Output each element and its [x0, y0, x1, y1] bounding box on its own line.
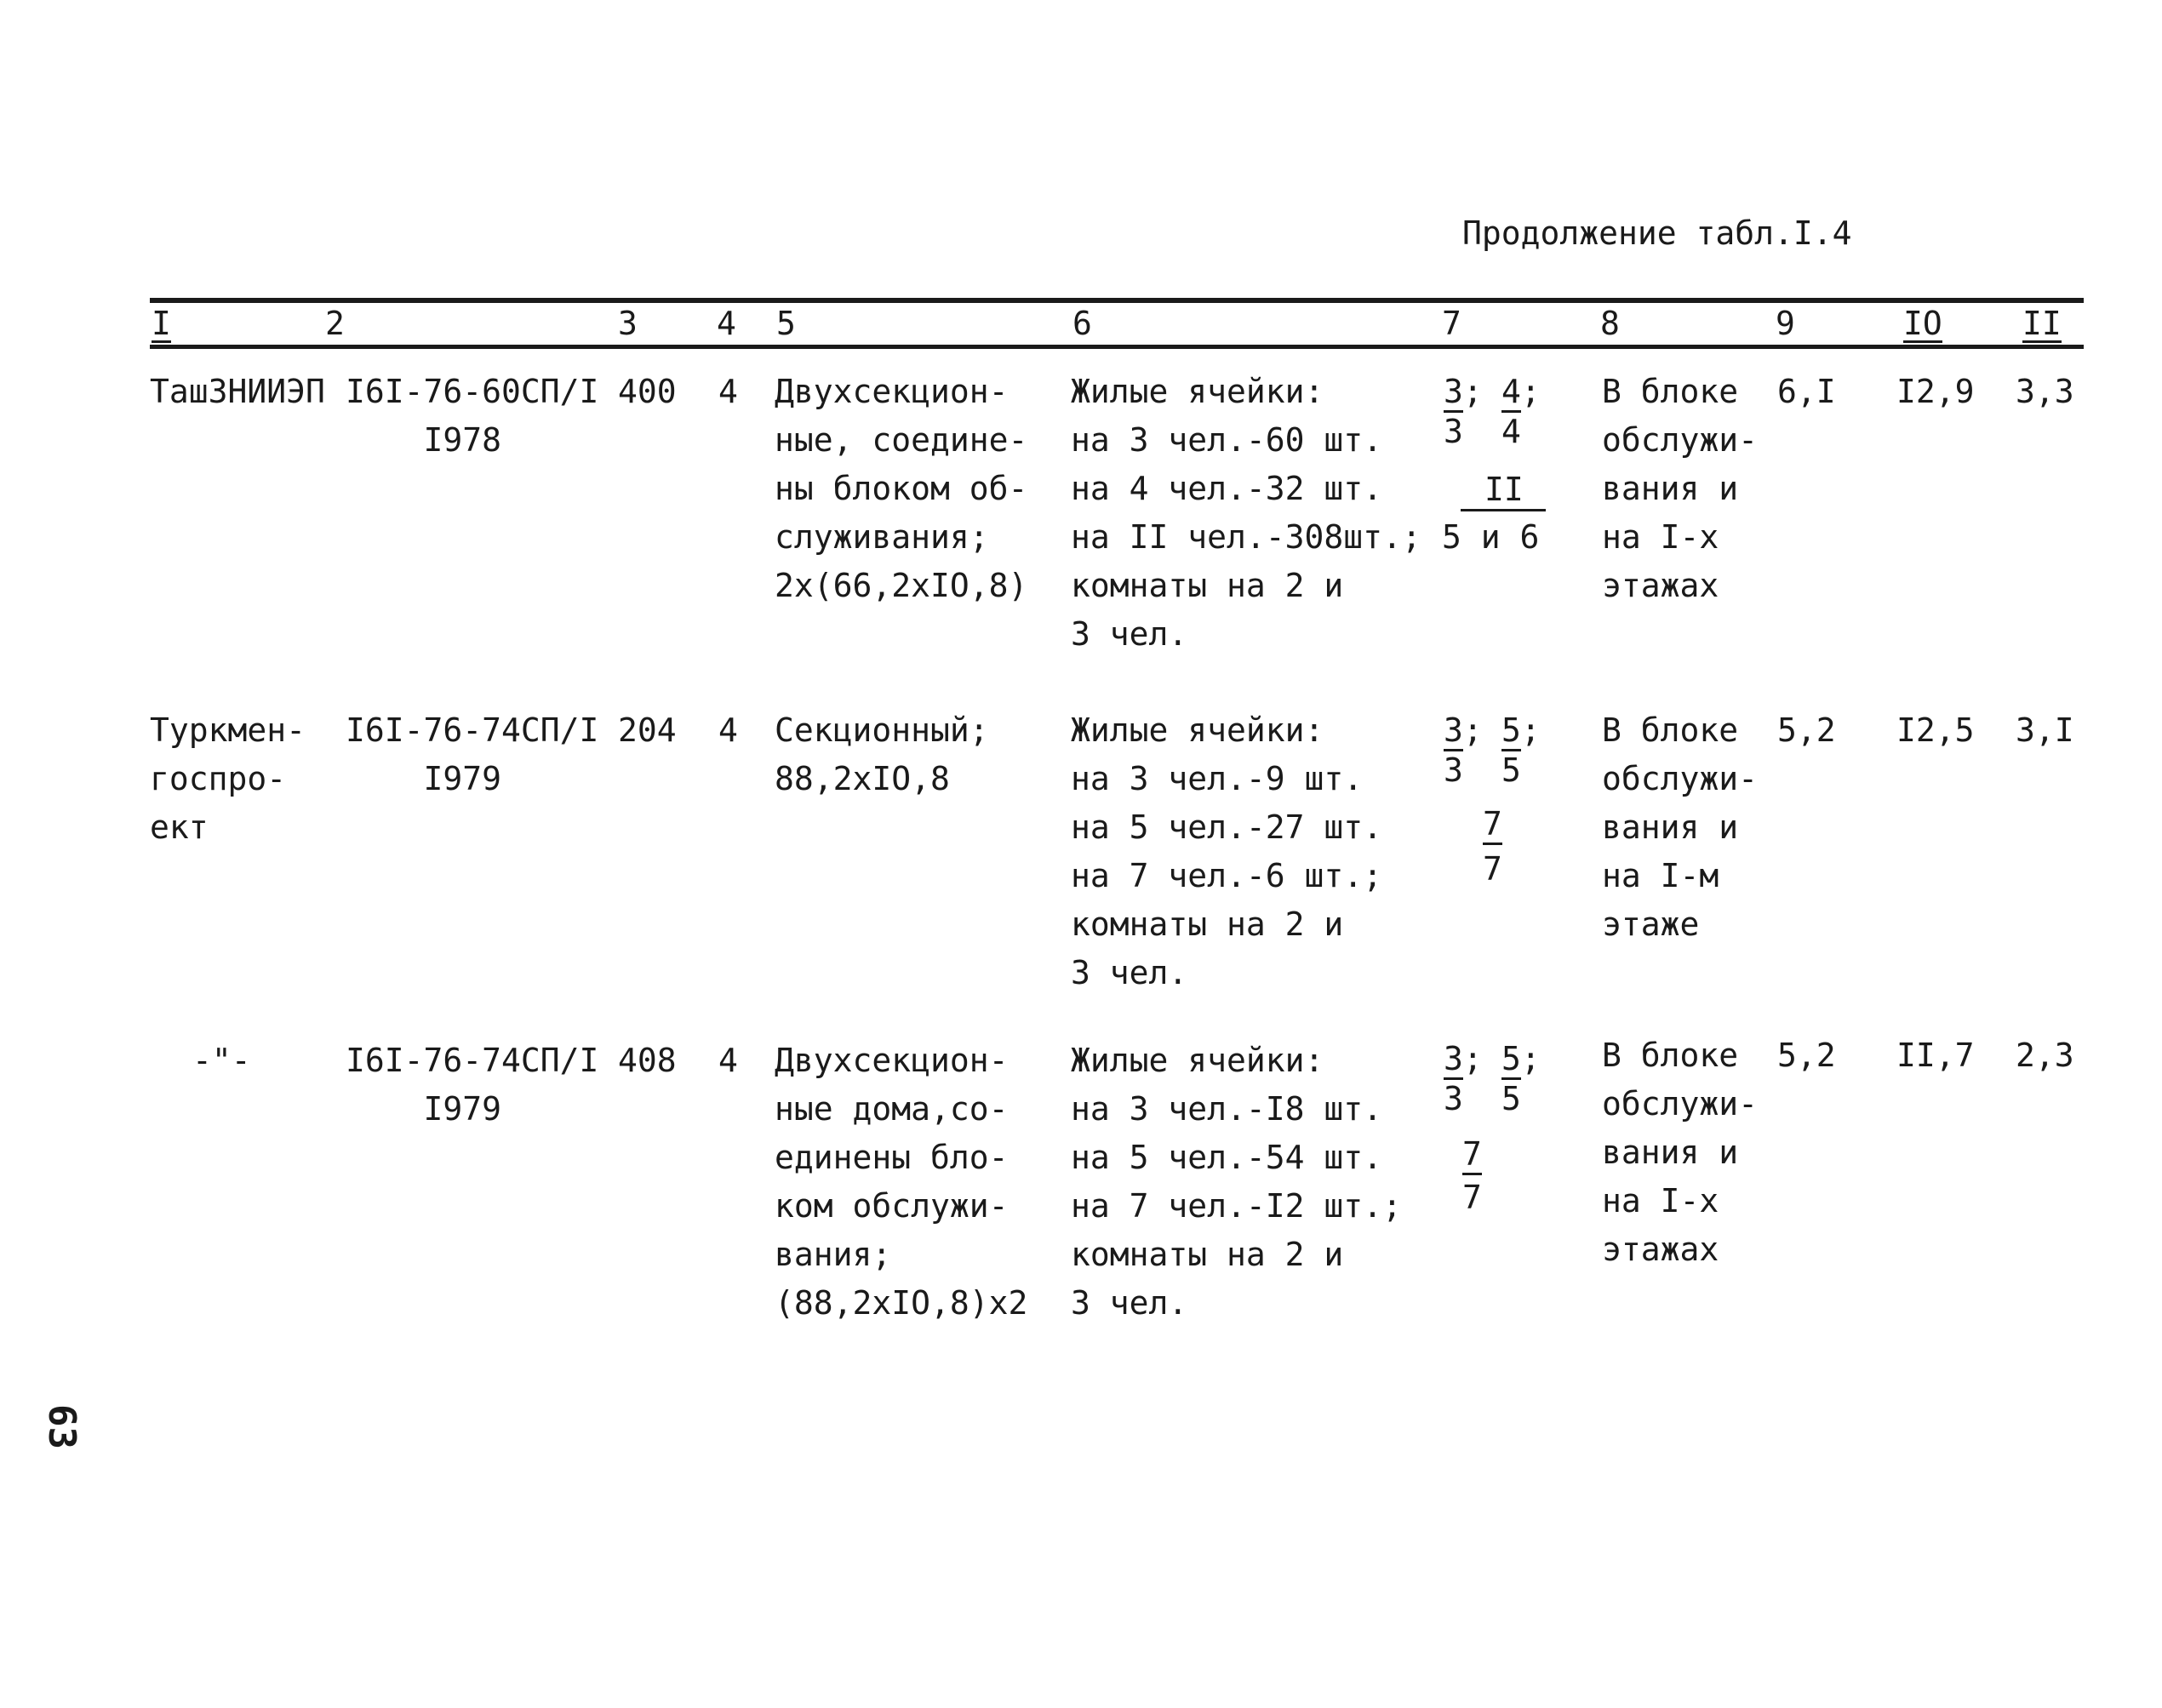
col-header-10: IO	[1903, 305, 1942, 342]
row2-frac1-num: 3;	[1444, 711, 1483, 751]
row3-col10: II,7	[1896, 1037, 1975, 1074]
row1-organization: ТашЗНИИЭП	[150, 373, 325, 410]
col-header-9: 9	[1776, 305, 1795, 342]
table-caption: Продолжение табл.I.4	[1462, 214, 1852, 252]
row1-col3: 400	[618, 373, 677, 410]
row2-frac1-den: 3	[1444, 751, 1463, 789]
row2-description: Секционный; 88,2хIО,8	[775, 711, 989, 797]
row1-service-block: В блоке обслужи- вания и на I-х этажах	[1602, 373, 1759, 604]
row1-description: Двухсекцион- ные, соедине- ны блоком об- служивания; 2х(66,2хIО,8)	[775, 373, 1028, 604]
col-header-3: 3	[618, 305, 638, 342]
row2-frac2-num: 5;	[1501, 711, 1541, 751]
row2-col4: 4	[718, 711, 738, 749]
row1-frac2-num: 4;	[1501, 373, 1541, 413]
row2-frac2-den: 5	[1501, 751, 1521, 789]
col-header-1: I	[152, 305, 171, 342]
row2-col10: I2,5	[1896, 711, 1975, 749]
row1-frac3-den: 5 и 6	[1442, 518, 1540, 556]
table-header-rule	[150, 345, 2084, 349]
row3-description: Двухсекцион- ные дома,со- единены бло- ком обслужи- вания; (88,2хIО,8)х2	[775, 1042, 1028, 1322]
row1-living-cells: Жилые ячейки: на 3 чел.-60 шт. на 4 чел.-32 шт. на II чел.-308шт.; комнаты на 2 и 3 чел.	[1071, 373, 1421, 653]
page-number: 63	[40, 1404, 83, 1449]
row3-project-number: I6I-76-74СП/I I979	[346, 1042, 599, 1128]
col-header-4: 4	[717, 305, 736, 342]
row3-frac2-den: 5	[1501, 1080, 1521, 1117]
row2-col11: 3,I	[2016, 711, 2074, 749]
row2-organization: Туркмен- госпро- ект	[150, 711, 306, 846]
col-header-7: 7	[1442, 305, 1461, 342]
row3-col9: 5,2	[1777, 1037, 1836, 1074]
table-top-rule	[150, 298, 2084, 303]
row1-project-number: I6I-76-60СП/I I978	[346, 373, 599, 459]
row1-col10: I2,9	[1896, 373, 1975, 410]
row3-frac3-num: 7	[1462, 1135, 1482, 1175]
row2-service-block: В блоке обслужи- вания и на I-м этаже	[1602, 711, 1759, 943]
col-header-2: 2	[325, 305, 345, 342]
row3-col11: 2,3	[2016, 1037, 2074, 1074]
row1-frac1-den: 3	[1444, 413, 1463, 450]
row2-living-cells: Жилые ячейки: на 3 чел.-9 шт. на 5 чел.-27 шт. на 7 чел.-6 шт.; комнаты на 2 и 3 чел.	[1071, 711, 1383, 991]
row3-frac1-den: 3	[1444, 1080, 1463, 1117]
row2-col3: 204	[618, 711, 677, 749]
row3-frac2-num: 5;	[1501, 1040, 1541, 1080]
row3-frac3-den: 7	[1462, 1179, 1482, 1216]
col-header-6: 6	[1072, 305, 1092, 342]
row2-project-number: I6I-76-74СП/I I979	[346, 711, 599, 797]
row2-col9: 5,2	[1777, 711, 1836, 749]
row1-frac2-den: 4	[1501, 413, 1521, 450]
row3-col4: 4	[718, 1042, 738, 1079]
col-header-11: II	[2022, 305, 2062, 342]
row1-col4: 4	[718, 373, 738, 410]
col-header-8: 8	[1600, 305, 1620, 342]
row3-frac1-num: 3;	[1444, 1040, 1483, 1080]
row2-frac3-num: 7	[1483, 805, 1502, 845]
row1-frac1-num: 3;	[1444, 373, 1483, 413]
row3-col3: 408	[618, 1042, 677, 1079]
col-header-5: 5	[776, 305, 796, 342]
row3-organization-ditto: -"-	[192, 1042, 251, 1079]
row3-living-cells: Жилые ячейки: на 3 чел.-I8 шт. на 5 чел.-54 шт. на 7 чел.-I2 шт.; комнаты на 2 и 3 чел.	[1071, 1042, 1402, 1322]
row1-col9: 6,I	[1777, 373, 1836, 410]
row2-frac3-den: 7	[1483, 850, 1502, 888]
row3-service-block: В блоке обслужи- вания и на I-х этажах	[1602, 1037, 1759, 1268]
row1-frac3-num: II	[1484, 471, 1524, 508]
row1-frac3-bar	[1461, 509, 1546, 511]
row1-col11: 3,3	[2016, 373, 2074, 410]
